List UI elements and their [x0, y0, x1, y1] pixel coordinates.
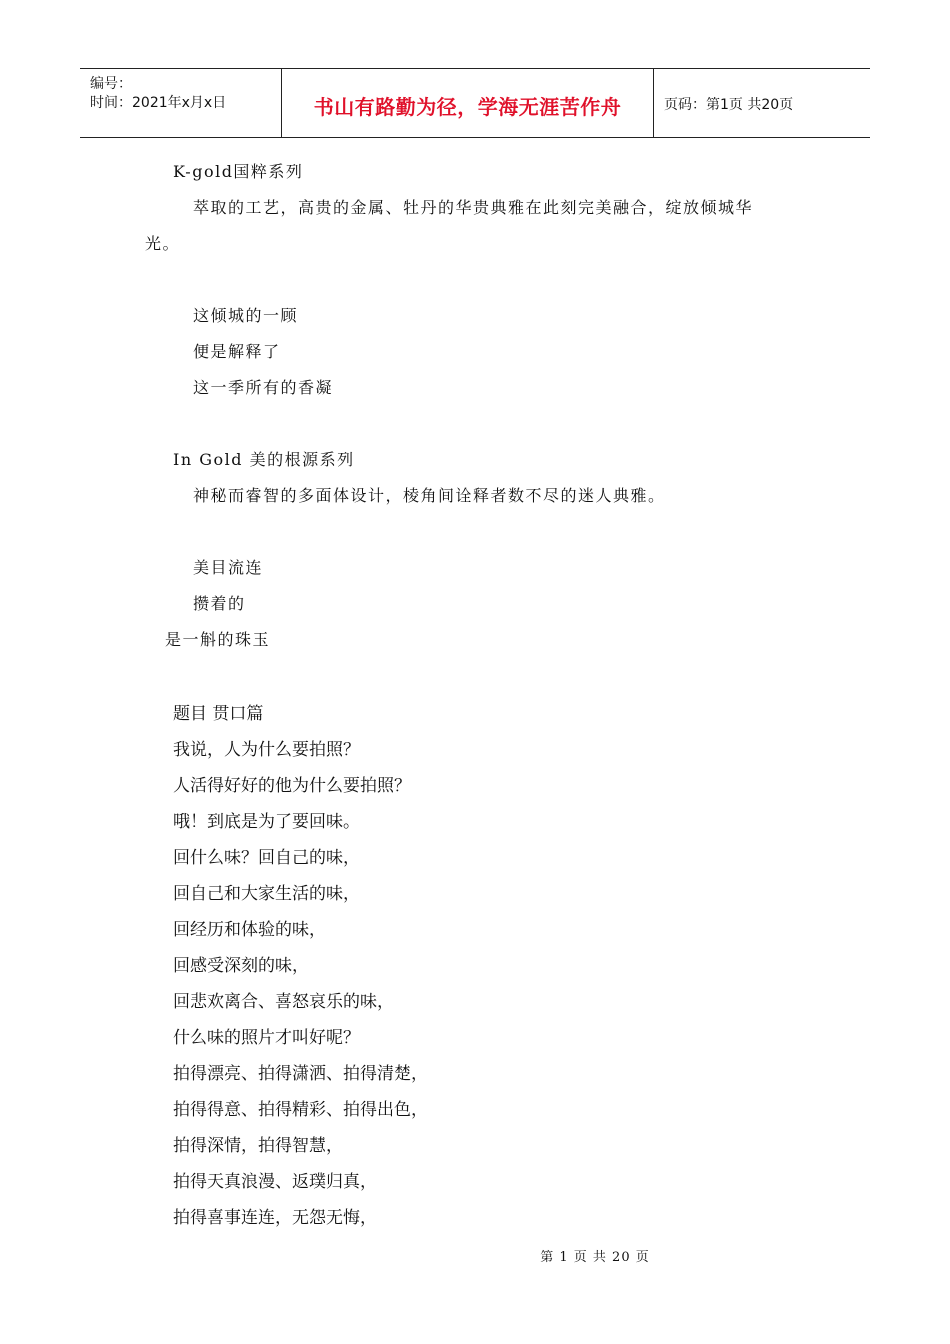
poem-line: 回经历和体验的味， — [173, 920, 326, 940]
kgold-verse-line: 便是解释了 — [193, 342, 281, 361]
kgold-title: K-gold国粹系列 — [173, 162, 304, 181]
poem-line: 人活得好好的他为什么要拍照？ — [173, 776, 411, 796]
kgold-desc-line-2: 光。 — [145, 234, 181, 253]
ingold-verse-line: 攒着的 — [193, 594, 246, 613]
poem-line: 什么味的照片才叫好呢？ — [173, 1028, 360, 1048]
ingold-verse-line: 美目流连 — [193, 558, 264, 577]
poem-line: 拍得深情，拍得智慧， — [173, 1136, 343, 1156]
poem-line: 我说，人为什么要拍照？ — [173, 740, 360, 760]
kgold-verse-line: 这一季所有的香凝 — [193, 378, 334, 397]
poem-line: 拍得漂亮、拍得潇洒、拍得清楚， — [173, 1064, 428, 1084]
kgold-desc-line-1: 萃取的工艺，高贵的金属、牡丹的华贵典雅在此刻完美融合，绽放倾城华 — [193, 198, 754, 217]
poem-line: 拍得喜事连连，无怨无悔， — [173, 1208, 377, 1228]
header-number-label: 编号： — [90, 76, 132, 92]
poem-line: 哦！到底是为了要回味。 — [173, 812, 360, 832]
kgold-verse-line: 这倾城的一顾 — [193, 306, 299, 325]
header-motto: 书山有路勤为径，学海无涯苦作舟 — [313, 95, 622, 119]
ingold-desc: 神秘而睿智的多面体设计，棱角间诠释者数不尽的迷人典雅。 — [193, 486, 666, 505]
poem-title: 题目 贯口篇 — [173, 704, 264, 724]
ingold-title: In Gold 美的根源系列 — [173, 450, 355, 469]
header-time-label: 时间：2021年x月x日 — [90, 95, 227, 111]
page-header — [80, 68, 870, 138]
header-page-info: 页码：第1页 共20页 — [664, 97, 794, 113]
poem-line: 回自己和大家生活的味， — [173, 884, 360, 904]
poem-line: 回感受深刻的味， — [173, 956, 309, 976]
ingold-verse-line: 是一斛的珠玉 — [165, 630, 271, 649]
page-footer: 第 1 页 共 20 页 — [540, 1250, 650, 1265]
poem-line: 拍得天真浪漫、返璞归真， — [173, 1172, 377, 1192]
poem-line: 拍得得意、拍得精彩、拍得出色， — [173, 1100, 428, 1120]
header-divider — [653, 69, 654, 137]
poem-line: 回什么味？回自己的味， — [173, 848, 360, 868]
poem-line: 回悲欢离合、喜怒哀乐的味， — [173, 992, 394, 1012]
